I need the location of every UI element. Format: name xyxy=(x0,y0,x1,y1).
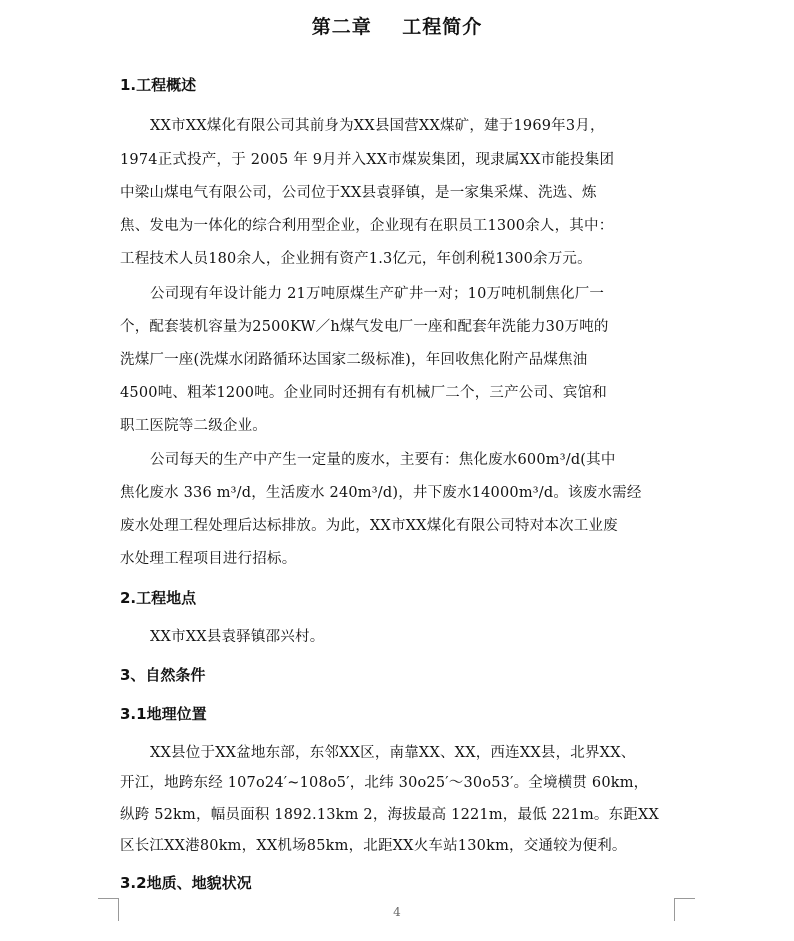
paragraph-line: 工程技术人员180余人，企业拥有资产1.3亿元，年创利税1300余万元。 xyxy=(120,251,592,267)
section-heading-overview: 1.工程概述 xyxy=(120,76,197,94)
paragraph-line: 开江，地跨东经 107o24′~108o5′，北纬 30o25′～30o53′。全境横贯 60km， xyxy=(120,775,649,791)
paragraph-line: 区长江XX港80km，XX机场85km，北距XX火车站130km，交通较为便利。 xyxy=(120,838,627,854)
paragraph-line: 水处理工程项目进行招标。 xyxy=(120,551,297,567)
paragraph-line: 个，配套装机容量为2500KW／h煤气发电厂一座和配套年洗能力30万吨的 xyxy=(120,319,609,335)
paragraph-line: XX市XX县袁驿镇邵兴村。 xyxy=(150,629,325,645)
section-heading-geography: 3.1地理位置 xyxy=(120,705,207,723)
paragraph-line: XX县位于XX盆地东部，东邻XX区，南靠XX、XX，西连XX县，北界XX、 xyxy=(150,745,636,761)
paragraph-line: 焦、发电为一体化的综合利用型企业，企业现有在职员工1300余人，其中： xyxy=(120,218,614,234)
paragraph-line: 洗煤厂一座(洗煤水闭路循环达国家二级标准)，年回收焦化附产品煤焦油 xyxy=(120,352,588,368)
chapter-title: 第二章 工程简介 xyxy=(311,16,483,38)
paragraph-line: 职工医院等二级企业。 xyxy=(120,418,267,434)
paragraph-line: 4500吨、粗苯1200吨。企业同时还拥有有机械厂二个，三产公司、宾馆和 xyxy=(120,385,608,401)
paragraph-line: 公司每天的生产中产生一定量的废水，主要有：焦化废水600m³/d(其中 xyxy=(150,452,616,468)
paragraph-line: 焦化废水 336 m³/d，生活废水 240m³/d)，井下废水14000m³/d。该废水需经 xyxy=(120,485,642,501)
paragraph-line: 废水处理工程处理后达标排放。为此，XX市XX煤化有限公司特对本次工业废 xyxy=(120,518,618,534)
section-heading-geology: 3.2地质、地貌状况 xyxy=(120,874,252,892)
section-heading-natural-conditions: 3、自然条件 xyxy=(120,666,206,684)
paragraph-line: 中梁山煤电气有限公司，公司位于XX县袁驿镇，是一家集采煤、洗选、炼 xyxy=(120,185,597,201)
paragraph-line: 纵跨 52km，幅员面积 1892.13km 2，海拔最高 1221m，最低 221m。东距XX xyxy=(120,807,660,823)
paragraph-line: 公司现有年设计能力 21万吨原煤生产矿井一对；10万吨机制焦化厂一 xyxy=(150,286,605,302)
paragraph-line: XX市XX煤化有限公司其前身为XX县国营XX煤矿，建于1969年3月， xyxy=(150,118,605,134)
paragraph-line: 1974正式投产，于 2005 年 9月并入XX市煤炭集团，现隶属XX市能投集团 xyxy=(120,152,615,168)
page-number: 4 xyxy=(393,905,401,919)
section-heading-location: 2.工程地点 xyxy=(120,589,197,607)
